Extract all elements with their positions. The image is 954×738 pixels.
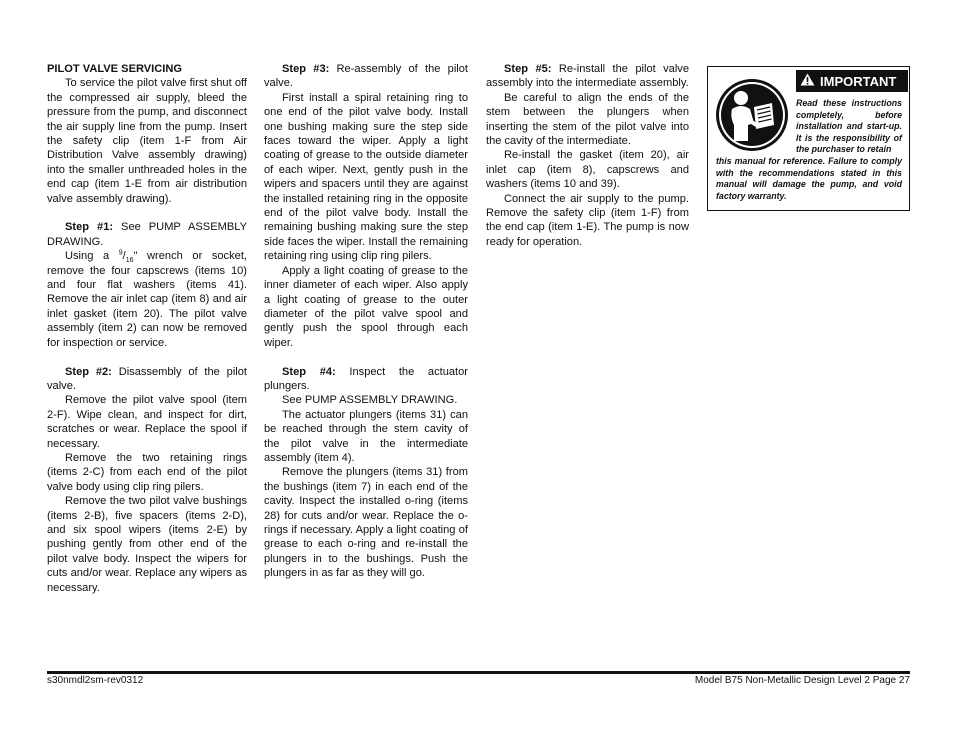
step3-paragraph-1: First install a spiral retaining ring to one end of the pilot valve body. Install one bushing making sure the step side faces toward the wiper. Apply a light coating of grease to the outside diameter of each wiper. Next, gently push in the wipers and spacers until they are against the installed retaining ring in the opposite end of the pilot valve body. Install the remaining bushing making sure the step side faces the wiper. Install the remaining retaining ring using clip ring pilers.: [264, 91, 468, 263]
step4-label: Step #4:: [282, 365, 336, 378]
important-banner: [796, 70, 908, 92]
important-notice-box: [707, 66, 910, 211]
important-text-bottom: this manual for reference. Failure to comply with the recommendations stated in this manual will damage the pump, and void factory warranty.: [716, 156, 902, 201]
step3-title: Re-assembly of the pilot valve.: [264, 63, 468, 90]
step4-paragraph-3: Remove the plungers (items 31) from the bushings (item 7) in each end of the cavity. Inspect the installed o-ring (items 28) for cuts and/or wear. Replace the o-rings if necessary. Apply a light coating of grease to each o-ring and re-install the plungers in to the bushings. Push the plungers in as far as they will go.: [264, 466, 468, 580]
fraction-9-16: $^9/_{16}$: [118, 249, 134, 265]
step5-paragraph-2: Re-install the gasket (item 20), air inlet cap (item 8), capscrews and washers (items 10 and 39).: [486, 149, 689, 191]
column-2: [264, 62, 468, 581]
step2-paragraph-3: Remove the two pilot valve bushings (items 2-B), five spacers (items 2-D), and six spool wipers (items 2-E) by pushing gently from other end of the pilot valve body. Inspect the wipers for cuts and/or wear. Replace any wipers as necessary.: [47, 495, 247, 594]
column-3: [486, 62, 689, 249]
intro-paragraph: To service the pilot valve first shut off the compressed air supply, bleed the pressure from the pump, and disconnect the air supply line from the pump. Insert the safety clip (item 1-F from Air Distribution Valve assembly drawing) into the smaller unthreaded holes in the end cap (item 1-E from air distribution valve assembly drawing).: [47, 77, 247, 205]
step3-paragraph-2: Apply a light coating of grease to the inner diameter of each wiper. Also apply a light coating of grease to the outer diameter of the pilot valve spool and gently push the spool through each wiper.: [264, 264, 468, 349]
step2-header: [47, 365, 247, 394]
step1-paragraph: [47, 249, 247, 350]
important-label: IMPORTANT: [820, 73, 897, 89]
section-heading: PILOT VALVE SERVICING: [47, 63, 182, 75]
step4-header: [264, 365, 468, 394]
fraction-denominator: 16: [125, 257, 134, 265]
step4-paragraph-1: See PUMP ASSEMBLY DRAWING.: [282, 394, 458, 407]
step5-paragraph-1: Be careful to align the ends of the stem between the plungers when inserting the stem of the pilot valve into the cavity of the intermediate.: [486, 91, 689, 148]
step5-label: Step #5:: [504, 63, 552, 75]
step2-paragraph-1: Remove the pilot valve spool (item 2-F). Wipe clean, and inspect for dirt, scratches or wear. Replace the spool if necessary.: [47, 394, 247, 450]
step5-title: Re-install the pilot valve assembly into the intermediate assembly.: [486, 63, 689, 90]
step3-header: [264, 62, 468, 91]
step1-header: [47, 220, 247, 249]
step5-paragraph-3: Connect the air supply to the pump. Remove the safety clip (item 1-F) from the end cap (item 1-E). The pump is now ready for operation.: [486, 192, 689, 248]
step1-text-a: Using a: [65, 250, 119, 263]
column-1: [47, 62, 247, 595]
step1-label: Step #1:: [65, 221, 114, 234]
step2-title: Disassembly of the pilot valve.: [47, 365, 248, 392]
step1-text-b: " wrench or socket, remove the four capscrews (items 10) and four flat washers (items 41). Remove the air inlet cap (item 8) and air inlet gasket (item 20). The pilot valve assembly (item 2) can now be removed for inspection or service.: [47, 250, 247, 349]
read-manual-icon: [714, 77, 790, 153]
footer-doc-code: s30nmdl2sm-rev0312: [47, 675, 144, 686]
step4-title: Inspect the actuator plungers.: [264, 365, 468, 392]
footer-page-label: Model B75 Non-Metallic Design Level 2 Page 27: [694, 675, 910, 686]
step5-header: [486, 62, 689, 91]
fraction-numerator: 9: [118, 249, 123, 257]
step1-title: See PUMP ASSEMBLY DRAWING.: [47, 221, 247, 248]
step2-label: Step #2:: [65, 365, 112, 378]
step2-paragraph-2: Remove the two retaining rings (items 2-C) from each end of the pilot valve body using clip ring pilers.: [47, 451, 247, 493]
footer-rule: [47, 671, 910, 674]
important-text-top: Read these instructions completely, before installation and start-up. It is the responsibility of the purchaser to retain: [796, 98, 902, 155]
step4-paragraph-2: The actuator plungers (items 31) can be reached through the stem cavity of the pilot valve in the intermediate assembly (item 4).: [264, 408, 468, 464]
warning-triangle-icon: [800, 73, 815, 89]
step3-label: Step #3:: [282, 63, 330, 75]
